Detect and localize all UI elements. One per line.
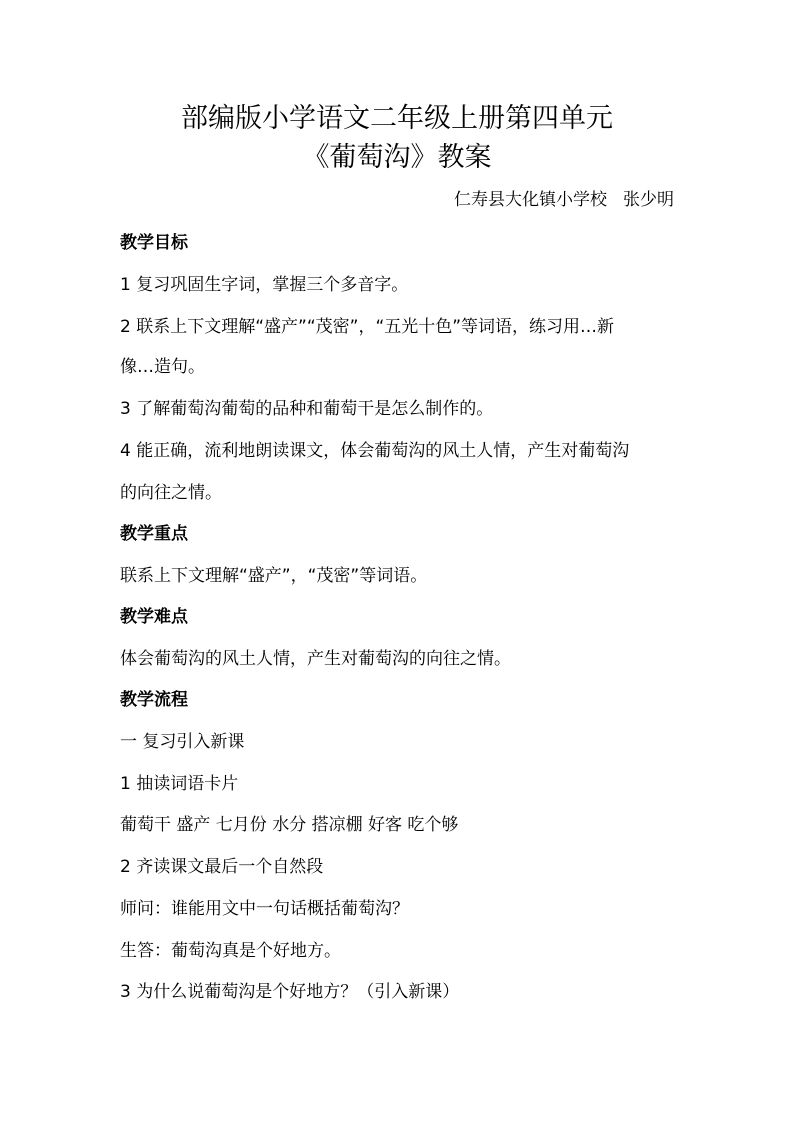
section-heading-difficulties: 教学难点 xyxy=(120,607,188,627)
author-school: 仁寿县大化镇小学校 xyxy=(454,190,607,210)
author-name: 张少明 xyxy=(623,190,674,210)
objective-1: 1 复习巩固生字词，掌握三个多音字。 xyxy=(120,275,409,295)
process-step-1: 一 复习引入新课 xyxy=(120,732,245,752)
teacher-question: 师问：谁能用文中一句话概括葡萄沟？ xyxy=(120,899,409,919)
word-card-list: 葡萄干 盛产 七月份 水分 搭凉棚 好客 吃个够 xyxy=(120,815,459,835)
student-answer: 生答：葡萄沟真是个好地方。 xyxy=(120,941,341,961)
objective-4-continued: 的向往之情。 xyxy=(120,483,222,503)
objective-2: 2 联系上下文理解“盛产”“茂密”，“五光十色”等词语，练习用…新 xyxy=(120,317,615,337)
document-title-line2: 《葡萄沟》教案 xyxy=(302,142,492,173)
objective-4: 4 能正确，流利地朗读课文，体会葡萄沟的风土人情，产生对葡萄沟 xyxy=(120,441,630,461)
process-item-3: 3 为什么说葡萄沟是个好地方？（引入新课） xyxy=(120,982,460,1002)
difficulty-text: 体会葡萄沟的风土人情，产生对葡萄沟的向往之情。 xyxy=(120,649,511,669)
key-point-text: 联系上下文理解“盛产”，“茂密”等词语。 xyxy=(120,566,428,586)
process-item-2: 2 齐读课文最后一个自然段 xyxy=(120,857,324,877)
objective-2-continued: 像…造句。 xyxy=(120,357,205,377)
document-title-line1: 部编版小学语文二年级上册第四单元 xyxy=(181,103,613,134)
objective-3: 3 了解葡萄沟葡萄的品种和葡萄干是怎么制作的。 xyxy=(120,399,494,419)
author-line xyxy=(454,187,674,213)
section-heading-objectives: 教学目标 xyxy=(120,233,188,253)
section-heading-key-points: 教学重点 xyxy=(120,524,188,544)
process-item-1: 1 抽读词语卡片 xyxy=(120,774,239,794)
section-heading-process: 教学流程 xyxy=(120,690,188,710)
